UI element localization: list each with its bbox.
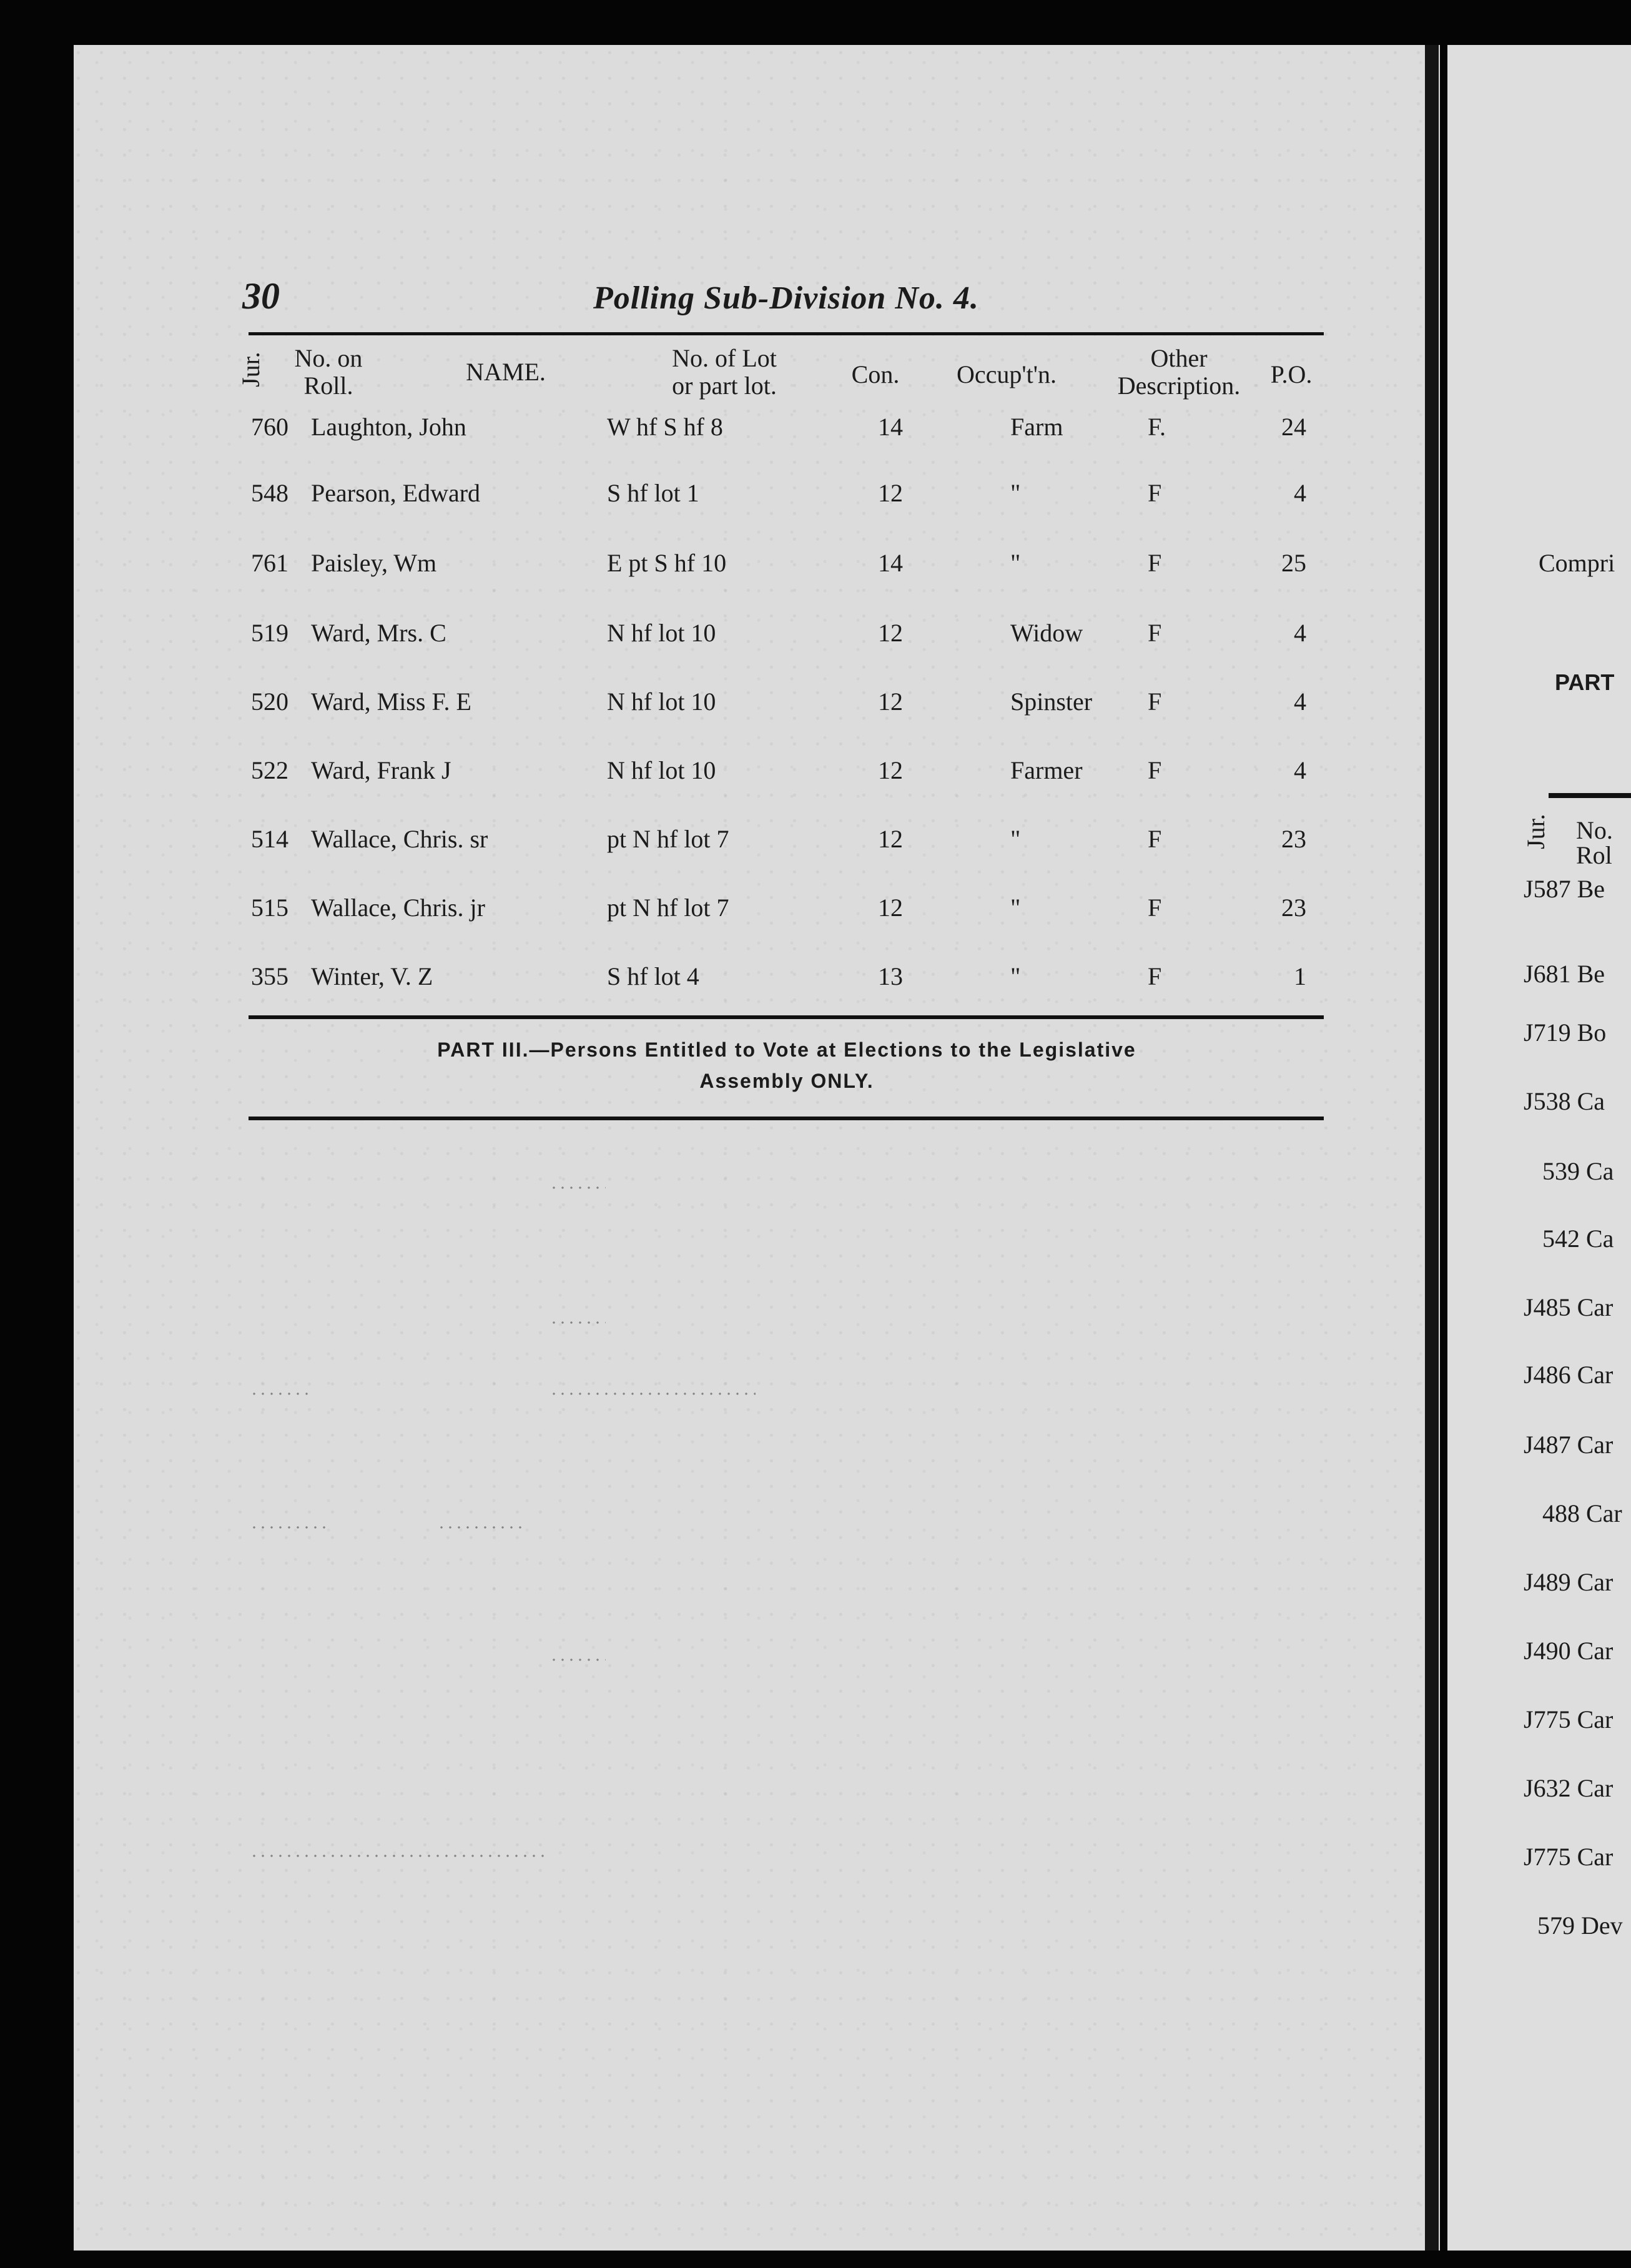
description: F — [1148, 894, 1162, 922]
occupation: Farmer — [1010, 756, 1083, 784]
lot: N hf lot 10 — [607, 619, 716, 647]
occupation: " — [1010, 825, 1021, 853]
col-lot-line1: No. of Lot — [672, 344, 777, 372]
right-row: J681 Be — [1524, 960, 1605, 988]
col-roll — [278, 345, 378, 400]
right-row: 539 Ca — [1542, 1157, 1614, 1185]
right-row: J775 Car — [1524, 1705, 1614, 1733]
description: F — [1148, 756, 1162, 784]
blank-entry-line — [549, 1659, 606, 1661]
concession: 13 — [878, 962, 903, 990]
right-rule — [1549, 793, 1631, 798]
right-row: J485 Car — [1524, 1293, 1614, 1321]
concession: 12 — [878, 619, 903, 647]
part3-line1: PART III.—Persons Entitled to Vote at Elections to the Legislative — [437, 1038, 1136, 1061]
voter-name: Paisley, Wm — [311, 549, 437, 577]
voter-name: Laughton, John — [311, 413, 466, 441]
description: F — [1148, 688, 1162, 716]
blank-entry-line — [549, 1186, 606, 1189]
lot: S hf lot 1 — [607, 479, 699, 507]
col-jur: Jur. — [237, 352, 265, 387]
voter-name: Ward, Miss F. E — [311, 688, 471, 716]
part3-line2: Assembly ONLY. — [699, 1070, 874, 1092]
col-lot-line2: or part lot. — [672, 372, 777, 400]
col-con: Con. — [851, 360, 900, 388]
roll-number: 761 — [251, 549, 288, 577]
table-row — [251, 756, 1331, 793]
occupation: " — [1010, 479, 1021, 507]
lot: N hf lot 10 — [607, 688, 716, 716]
right-row: J490 Car — [1524, 1637, 1614, 1665]
post-office: 4 — [1294, 688, 1306, 716]
lot: E pt S hf 10 — [607, 549, 727, 577]
lot: pt N hf lot 7 — [607, 825, 729, 853]
description: F — [1148, 479, 1162, 507]
col-name: NAME. — [466, 358, 546, 386]
right-row: J487 Car — [1524, 1431, 1614, 1459]
blank-entry-line — [549, 1321, 606, 1324]
occupation: Farm — [1010, 413, 1063, 441]
description: F — [1148, 619, 1162, 647]
description: F — [1148, 825, 1162, 853]
right-jur: Jur. — [1522, 814, 1550, 849]
header-rule — [249, 332, 1324, 335]
page-number: 30 — [242, 275, 280, 317]
concession: 12 — [878, 894, 903, 922]
blank-entry-line — [250, 1393, 312, 1395]
col-desc-line1: Other — [1150, 344, 1208, 372]
roll-number: 520 — [251, 688, 288, 716]
right-row: 488 Car — [1542, 1499, 1622, 1527]
right-row: J486 Car — [1524, 1361, 1614, 1389]
roll-number: 522 — [251, 756, 288, 784]
col-lot — [643, 345, 806, 400]
voter-name: Wallace, Chris. jr — [311, 894, 485, 922]
occupation: Spinster — [1010, 688, 1093, 716]
occupation: " — [1010, 894, 1021, 922]
concession: 12 — [878, 825, 903, 853]
description: F. — [1148, 413, 1166, 441]
roll-number: 760 — [251, 413, 288, 441]
post-office: 4 — [1294, 756, 1306, 784]
page-gutter — [1425, 45, 1439, 2251]
col-desc — [1098, 345, 1260, 400]
right-row: 579 Dev — [1537, 1911, 1623, 1940]
concession: 12 — [878, 756, 903, 784]
col-roll-line2: Roll. — [303, 372, 353, 400]
voter-name: Pearson, Edward — [311, 479, 481, 507]
concession: 14 — [878, 549, 903, 577]
right-row: J719 Bo — [1524, 1018, 1607, 1047]
table-row — [251, 962, 1331, 999]
lot: S hf lot 4 — [607, 962, 699, 990]
occupation: " — [1010, 962, 1021, 990]
right-rol: Rol — [1576, 841, 1612, 869]
post-office: 4 — [1294, 479, 1306, 507]
concession: 14 — [878, 413, 903, 441]
col-roll-line1: No. on — [294, 344, 363, 372]
post-office: 4 — [1294, 619, 1306, 647]
part3-top-rule — [249, 1015, 1324, 1019]
roll-number: 514 — [251, 825, 288, 853]
post-office: 25 — [1281, 549, 1306, 577]
concession: 12 — [878, 479, 903, 507]
right-no: No. — [1576, 816, 1613, 844]
description: F — [1148, 549, 1162, 577]
right-compri: Compri — [1539, 549, 1615, 577]
blank-entry-line — [437, 1526, 525, 1529]
right-row: J587 Be — [1524, 875, 1605, 903]
roll-number: 548 — [251, 479, 288, 507]
voter-name: Wallace, Chris. sr — [311, 825, 488, 853]
right-row: J775 Car — [1524, 1843, 1614, 1871]
table-row — [251, 687, 1331, 724]
post-office: 1 — [1294, 962, 1306, 990]
voter-name: Ward, Mrs. C — [311, 619, 446, 647]
description: F — [1148, 962, 1162, 990]
right-row: J489 Car — [1524, 1568, 1614, 1596]
table-row — [251, 824, 1331, 862]
col-po: P.O. — [1270, 360, 1313, 388]
right-row: J632 Car — [1524, 1774, 1614, 1802]
lot: W hf S hf 8 — [607, 413, 723, 441]
occupation: Widow — [1010, 619, 1083, 647]
table-row — [251, 412, 1331, 450]
post-office: 23 — [1281, 894, 1306, 922]
table-row — [251, 548, 1331, 586]
concession: 12 — [878, 688, 903, 716]
roll-number: 515 — [251, 894, 288, 922]
table-row — [251, 478, 1331, 516]
blank-entry-line — [250, 1855, 549, 1857]
page-heading: Polling Sub-Division No. 4. — [593, 280, 979, 316]
post-office: 23 — [1281, 825, 1306, 853]
right-row: 542 Ca — [1542, 1225, 1614, 1253]
occupation: " — [1010, 549, 1021, 577]
col-desc-line2: Description. — [1117, 372, 1241, 400]
roll-number: 519 — [251, 619, 288, 647]
voter-name: Winter, V. Z — [311, 962, 433, 990]
blank-entry-line — [549, 1393, 756, 1395]
table-row — [251, 618, 1331, 656]
col-occ: Occup't'n. — [957, 360, 1057, 388]
part3-heading — [250, 1034, 1324, 1097]
roll-number: 355 — [251, 962, 288, 990]
blank-entry-line — [250, 1526, 331, 1529]
post-office: 24 — [1281, 413, 1306, 441]
lot: N hf lot 10 — [607, 756, 716, 784]
part3-bottom-rule — [249, 1117, 1324, 1120]
table-row — [251, 893, 1331, 930]
right-part: PART — [1555, 669, 1615, 695]
voter-name: Ward, Frank J — [311, 756, 451, 784]
right-row: J538 Ca — [1524, 1087, 1605, 1115]
lot: pt N hf lot 7 — [607, 894, 729, 922]
